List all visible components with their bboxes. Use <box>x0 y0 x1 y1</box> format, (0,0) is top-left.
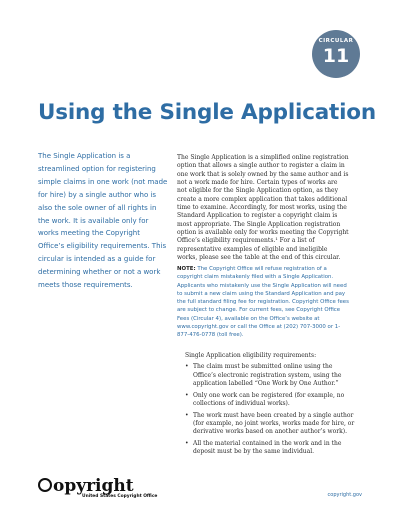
eligibility-heading: Single Application eligibility requirements: <box>185 352 317 359</box>
body-paragraph: The Single Application is a simplified online registration option that allows a single author to register a claim in one work that is solely owned by the same author and is not a work made for hire. Certain types of works are not eligible for the Single Application option, as they create a more complex application that takes additional time to examine. Accordingly, for most works, using the Standard Application to register a copyright claim is most appropriate. The Single Application registration option is available only for works meeting the Copyright Office’s eligibility requirements.¹ For a list of representative examples of eligible and ineligible works, please see the table at the end of this circular. <box>177 154 349 262</box>
intro-sidebar: The Single Application is a streamlined option for registering simple claims in one work (not made for hire) by a single author who is also the sole owner of all rights in the work. It is available only for works meeting the Copyright Office’s eligibility requirements. This circular is intended as a guide for determining whether or not a work meets those requirements. <box>38 152 168 290</box>
circular-label: CIRCULAR <box>318 38 354 44</box>
list-item-text: Only one work can be registered (for example, no collections of individual works). <box>193 391 345 407</box>
bullet: • <box>185 411 189 419</box>
list-item <box>185 392 355 409</box>
list-item-text: The work must have been created by a single author (for example, no joint works, works made for hire, or derivative works based on another author’s work). <box>193 411 355 436</box>
logo-wordmark: opyright <box>53 476 134 496</box>
circular-number: 11 <box>322 45 350 67</box>
list-item-text: All the material contained in the work and in the deposit must be by the same individual. <box>193 440 342 456</box>
note-text: The Copyright Office will refuse registration of a copyright claim mistakenly filed with a Single Application. Applicants who mistakenly use the Single Application will need to submit a new claim using the Standard Application and pay the full standard filing fee for registration. Copyright Office fees are subject to change. For current fees, see Copyright Office Fees (Circular 4), available on the Office’s website at www.copyright.gov or call the Office at (202) 707-3000 or 1-877-476-0778 (toll free). <box>177 266 349 339</box>
circular-badge <box>312 30 360 78</box>
bullet: • <box>185 440 189 448</box>
eligibility-list <box>185 363 355 456</box>
bullet: • <box>185 391 189 399</box>
note-block <box>177 265 349 340</box>
note-label: NOTE: <box>177 266 196 272</box>
office-name: United States Copyright Office <box>82 494 158 499</box>
list-item <box>185 440 355 457</box>
list-item <box>185 412 355 437</box>
page-title: Using the Single Application <box>38 100 376 125</box>
bullet: • <box>185 363 189 371</box>
list-item-text: The claim must be submitted online using the Office’s electronic registration system, using the application labelled “One Work by One Author.” <box>193 363 342 387</box>
eligibility-section <box>185 352 355 460</box>
copyright-c-icon <box>38 478 52 492</box>
footer-url[interactable]: copyright.gov <box>327 492 362 498</box>
list-item <box>185 363 355 388</box>
copyright-logo <box>38 477 134 495</box>
